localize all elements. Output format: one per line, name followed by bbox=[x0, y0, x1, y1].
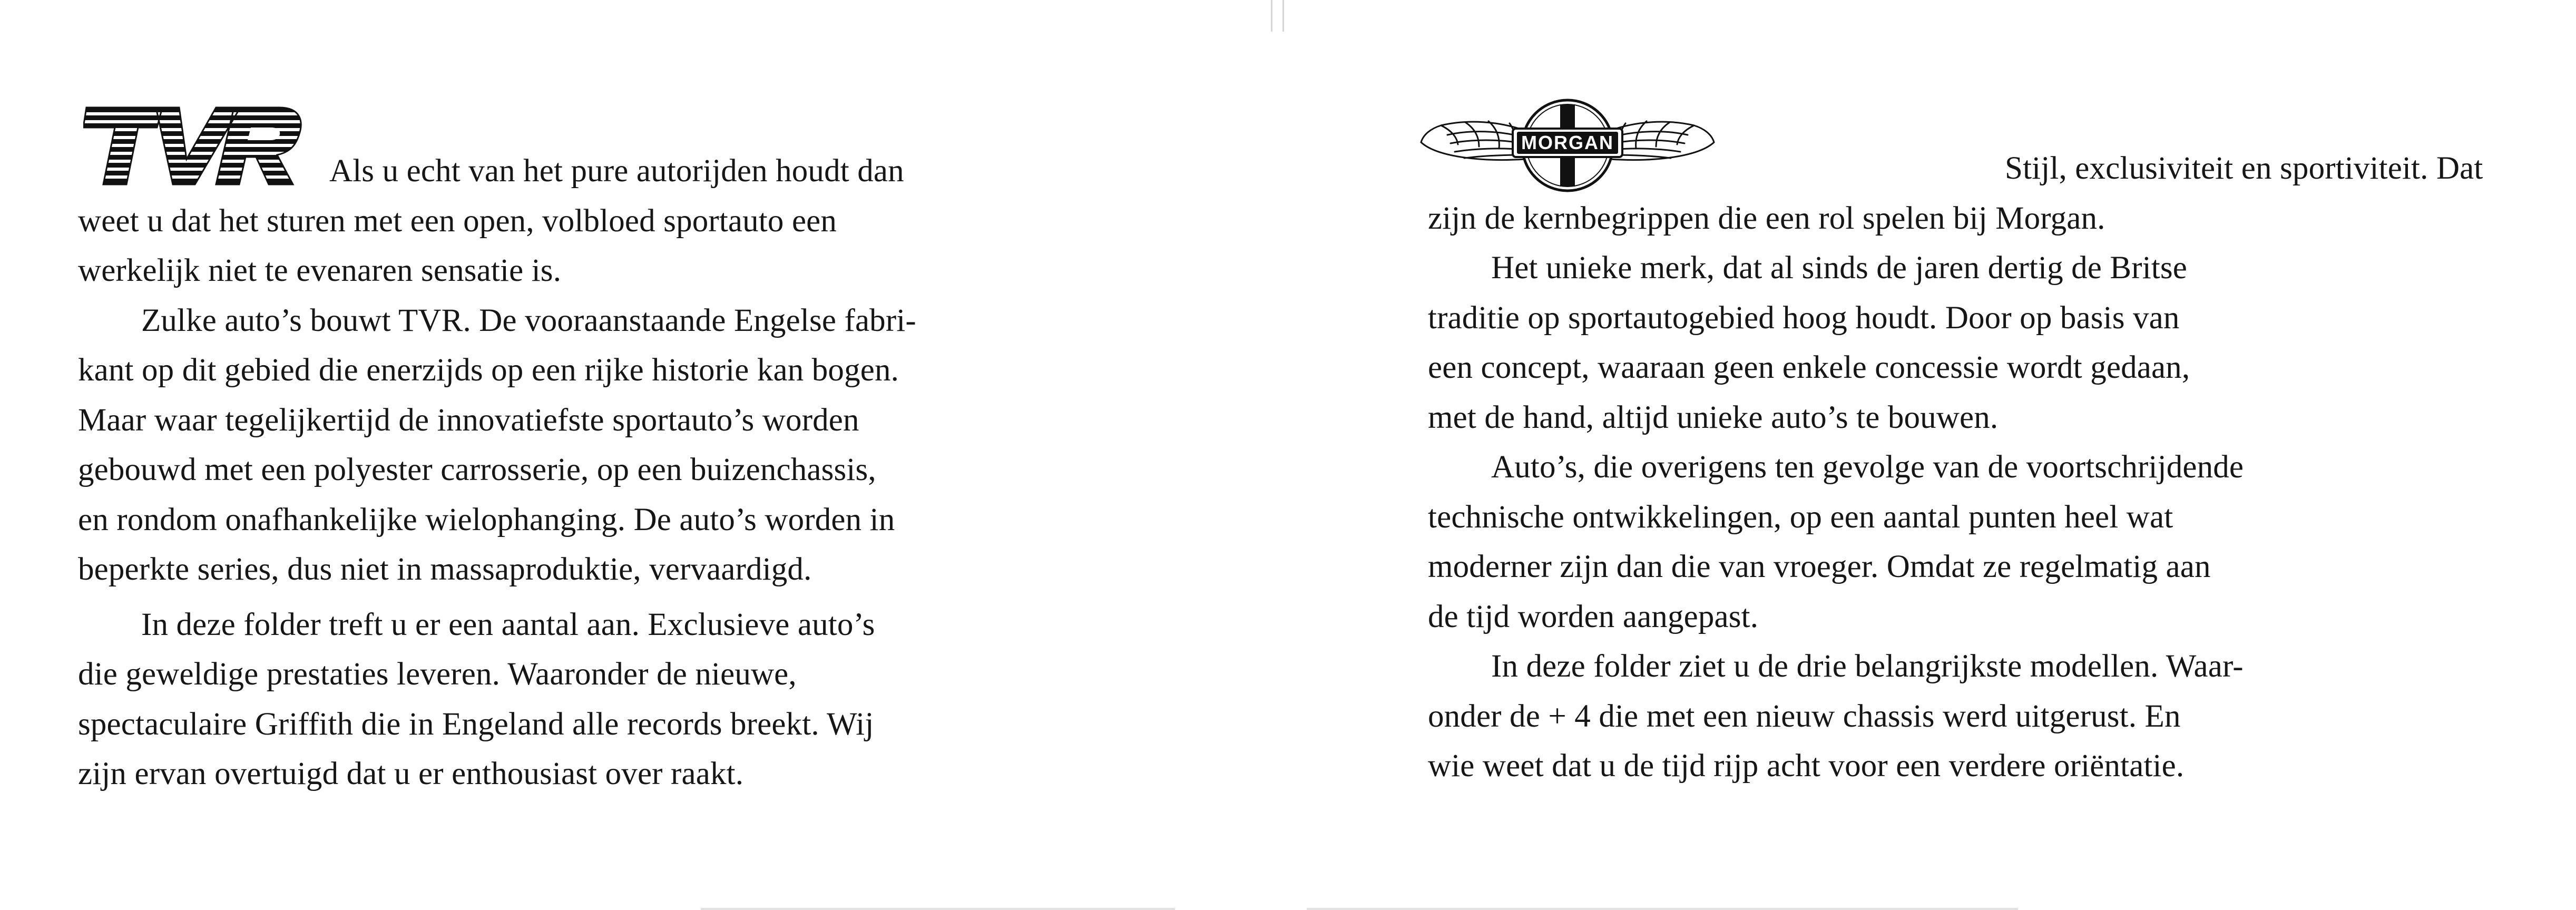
text-line: traditie op sportautogebied hoog houdt. Door op basis van bbox=[1428, 300, 2180, 336]
text-line: moderner zijn dan die van vroeger. Omdat ze regelmatig aan bbox=[1428, 549, 2211, 584]
text-line: Stijl, exclusiviteit en sportiviteit. Dat bbox=[2005, 151, 2483, 186]
text-line: met de hand, altijd unieke auto’s te bouwen. bbox=[1428, 399, 1999, 435]
text-line: en rondom onafhankelijke wielophanging. De auto’s worden in bbox=[78, 502, 895, 537]
text-line: Maar waar tegelijkertijd de innovatiefste sportauto’s worden bbox=[78, 402, 859, 438]
text-line: weet u dat het sturen met een open, volbloed sportauto een bbox=[78, 203, 837, 239]
left-page bbox=[0, 0, 1270, 910]
text-line: Zulke auto’s bouwt TVR. De vooraanstaande Engelse fabri- bbox=[141, 302, 916, 338]
text-line: wie weet dat u de tijd rijp acht voor een verdere oriëntatie. bbox=[1428, 748, 2185, 784]
text-line: Auto’s, die overigens ten gevolge van de voortschrijdende bbox=[1491, 449, 2244, 485]
tvr-intro-text bbox=[78, 146, 1195, 799]
text-line: Het unieke merk, dat al sinds de jaren dertig de Britse bbox=[1491, 250, 2188, 286]
morgan-intro-text bbox=[1428, 144, 2529, 791]
text-line: In deze folder ziet u de drie belangrijkste modellen. Waar- bbox=[1491, 649, 2244, 684]
text-line: zijn de kernbegrippen die een rol spelen bij Morgan. bbox=[1428, 200, 2105, 236]
text-line: zijn ervan overtuigd dat u er enthousiast over raakt. bbox=[78, 756, 744, 791]
text-line: onder de + 4 die met een nieuw chassis werd uitgerust. En bbox=[1428, 698, 2181, 734]
text-line: werkelijk niet te evenaren sensatie is. bbox=[78, 253, 562, 288]
text-line: de tijd worden aangepast. bbox=[1428, 599, 1759, 634]
text-line: beperkte series, dus niet in massaproduktie, vervaardigd. bbox=[78, 552, 812, 587]
text-line: technische ontwikkelingen, op een aantal punten heel wat bbox=[1428, 499, 2173, 535]
text-line: kant op dit gebied die enerzijds op een rijke historie kan bogen. bbox=[78, 353, 899, 388]
right-page bbox=[1296, 0, 2576, 910]
morgan-logo-text: MORGAN bbox=[1521, 132, 1614, 153]
text-line: een concept, waaraan geen enkele concessie wordt gedaan, bbox=[1428, 350, 2190, 385]
text-line: gebouwd met een polyester carrosserie, op een buizenchassis, bbox=[78, 452, 876, 487]
text-line: die geweldige prestaties leveren. Waaronder de nieuwe, bbox=[78, 657, 797, 692]
text-line: spectaculaire Griffith die in Engeland alle records breekt. Wij bbox=[78, 706, 874, 742]
text-line: Als u echt van het pure autorijden houdt dan bbox=[329, 153, 904, 189]
text-line: In deze folder treft u er een aantal aan. Exclusieve auto’s bbox=[141, 606, 875, 642]
